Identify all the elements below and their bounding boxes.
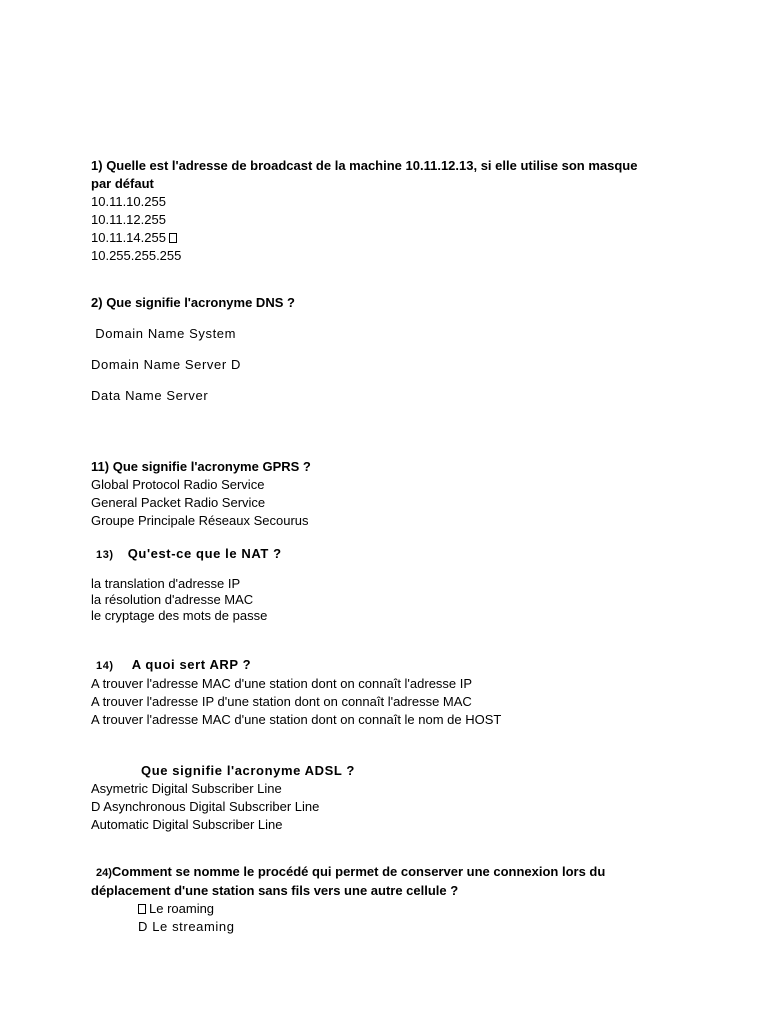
answer-option: Domain Name System (91, 326, 237, 341)
answer-option: Global Protocol Radio Service (91, 477, 265, 492)
missing-glyph-icon (138, 904, 146, 914)
question-1 (91, 157, 691, 265)
answer-option: Groupe Principale Réseaux Secourus (91, 513, 309, 528)
answer-option: 10.11.10.255 (91, 194, 166, 209)
question-text: Comment se nomme le procédé qui permet de conserver une connexion lors du (111, 864, 606, 879)
question-14 (91, 656, 691, 729)
answer-option: A trouver l'adresse MAC d'une station dont on connaît l'adresse IP (91, 676, 473, 691)
question-number: 11) (91, 459, 110, 474)
missing-glyph-icon (169, 233, 177, 243)
question-text-line2: par défaut (91, 176, 154, 191)
answer-option: le cryptage des mots de passe (91, 608, 268, 623)
answer-option: Automatic Digital Subscriber Line (91, 817, 283, 832)
question-2 (91, 294, 691, 405)
question-text: Que signifie l'acronyme ADSL ? (141, 763, 355, 778)
answer-option: A trouver l'adresse MAC d'une station dont on connaît le nom de HOST (91, 712, 502, 727)
question-text: Quelle est l'adresse de broadcast de la machine 10.11.12.13, si elle utilise son masque (106, 158, 638, 173)
answer-option: 10.11.14.255 (91, 230, 166, 245)
question-number: 2) (91, 295, 103, 310)
question-11 (91, 458, 691, 530)
answer-option: 10.255.255.255 (91, 248, 182, 263)
question-number: 1) (91, 158, 103, 173)
answer-option: D Le streaming (138, 919, 235, 934)
answer-option: la translation d'adresse IP (91, 576, 241, 591)
question-text: Que signifie l'acronyme GPRS ? (112, 459, 311, 474)
question-adsl (91, 762, 691, 834)
answer-option: Le roaming (149, 901, 215, 916)
question-text-line2: déplacement d'une station sans fils vers une autre cellule ? (91, 883, 459, 898)
answer-option: Domain Name Server D (91, 357, 241, 372)
question-text: Que signifie l'acronyme DNS ? (106, 295, 295, 310)
answer-option: la résolution d'adresse MAC (91, 592, 254, 607)
answer-option: Asymetric Digital Subscriber Line (91, 781, 282, 796)
answer-option: D Asynchronous Digital Subscriber Line (91, 799, 320, 814)
question-text: Qu'est-ce que le NAT ? (127, 546, 282, 561)
question-number: 13) (96, 549, 114, 561)
question-13 (91, 545, 691, 624)
answer-option: Data Name Server (91, 388, 209, 403)
question-text: A quoi sert ARP ? (131, 657, 252, 672)
question-number: 24) (96, 867, 112, 879)
answer-option: 10.11.12.255 (91, 212, 166, 227)
answer-option: A trouver l'adresse IP d'une station dont on connaît l'adresse MAC (91, 694, 472, 709)
question-number: 14) (96, 660, 114, 672)
question-24 (91, 863, 691, 936)
answer-option: General Packet Radio Service (91, 495, 266, 510)
